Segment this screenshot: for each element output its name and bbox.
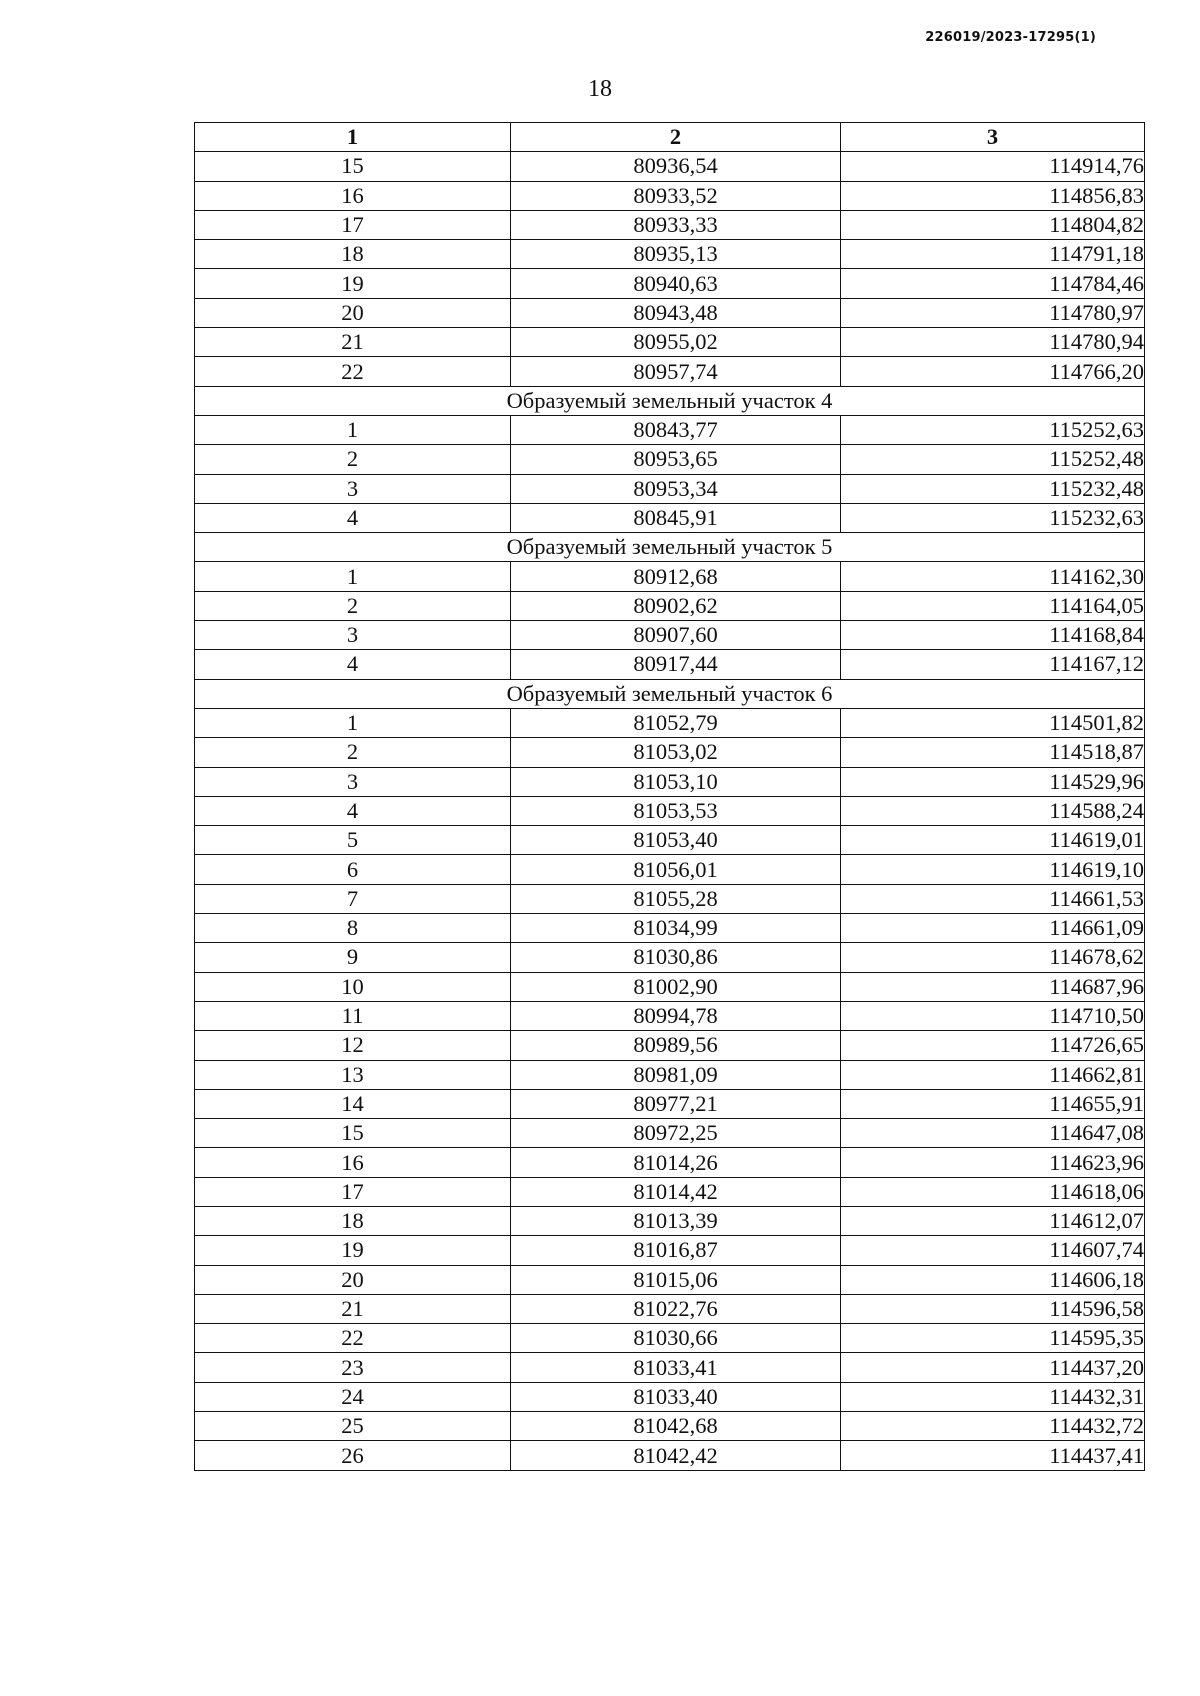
coordinate-x-cell: 81002,90 xyxy=(511,972,841,1001)
table-row xyxy=(195,591,1145,620)
point-number-cell: 16 xyxy=(195,1148,511,1177)
coordinate-x-cell: 81033,41 xyxy=(511,1353,841,1382)
point-number-cell: 14 xyxy=(195,1089,511,1118)
table-row xyxy=(195,708,1145,737)
section-row xyxy=(195,679,1145,708)
coordinates-table xyxy=(194,122,1145,1471)
coordinate-x-cell: 81030,86 xyxy=(511,943,841,972)
coordinate-x-cell: 80957,74 xyxy=(511,357,841,386)
coordinate-x-cell: 80917,44 xyxy=(511,650,841,679)
coordinate-x-cell: 80902,62 xyxy=(511,591,841,620)
section-row xyxy=(195,386,1145,415)
coordinate-y-cell: 114780,94 xyxy=(841,328,1145,357)
point-number-cell: 6 xyxy=(195,855,511,884)
section-title: Образуемый земельный участок 6 xyxy=(195,679,1145,708)
point-number-cell: 2 xyxy=(195,591,511,620)
coordinate-y-cell: 114501,82 xyxy=(841,708,1145,737)
point-number-cell: 16 xyxy=(195,181,511,210)
coordinate-y-cell: 114588,24 xyxy=(841,796,1145,825)
point-number-cell: 2 xyxy=(195,445,511,474)
coordinate-y-cell: 114619,10 xyxy=(841,855,1145,884)
coordinate-x-cell: 80940,63 xyxy=(511,269,841,298)
coordinate-x-cell: 80943,48 xyxy=(511,298,841,327)
point-number-cell: 1 xyxy=(195,562,511,591)
coordinate-x-cell: 80989,56 xyxy=(511,1031,841,1060)
point-number-cell: 23 xyxy=(195,1353,511,1382)
table-row xyxy=(195,415,1145,444)
coordinate-x-cell: 81042,42 xyxy=(511,1441,841,1470)
table-header xyxy=(195,123,1145,152)
coordinate-y-cell: 114780,97 xyxy=(841,298,1145,327)
point-number-cell: 15 xyxy=(195,1119,511,1148)
coordinate-x-cell: 81042,68 xyxy=(511,1412,841,1441)
coordinate-y-cell: 114437,20 xyxy=(841,1353,1145,1382)
point-number-cell: 17 xyxy=(195,1177,511,1206)
table-row xyxy=(195,1353,1145,1382)
coordinate-x-cell: 81053,10 xyxy=(511,767,841,796)
coordinate-y-cell: 115232,48 xyxy=(841,474,1145,503)
coordinate-x-cell: 80981,09 xyxy=(511,1060,841,1089)
table-row xyxy=(195,1177,1145,1206)
point-number-cell: 4 xyxy=(195,796,511,825)
coordinate-y-cell: 114529,96 xyxy=(841,767,1145,796)
page-number: 18 xyxy=(588,76,612,102)
table-row xyxy=(195,1382,1145,1411)
coordinate-y-cell: 114766,20 xyxy=(841,357,1145,386)
coordinate-x-cell: 81014,42 xyxy=(511,1177,841,1206)
coordinate-x-cell: 80972,25 xyxy=(511,1119,841,1148)
coordinate-x-cell: 80933,52 xyxy=(511,181,841,210)
point-number-cell: 13 xyxy=(195,1060,511,1089)
coordinate-y-cell: 114687,96 xyxy=(841,972,1145,1001)
coordinate-y-cell: 114784,46 xyxy=(841,269,1145,298)
table-row xyxy=(195,972,1145,1001)
header-col-3: 3 xyxy=(841,123,1145,152)
coordinate-x-cell: 80845,91 xyxy=(511,503,841,532)
point-number-cell: 5 xyxy=(195,826,511,855)
table-row xyxy=(195,210,1145,239)
table-row xyxy=(195,357,1145,386)
table-row xyxy=(195,503,1145,532)
coordinate-y-cell: 114662,81 xyxy=(841,1060,1145,1089)
coordinate-y-cell: 114726,65 xyxy=(841,1031,1145,1060)
coordinate-y-cell: 114606,18 xyxy=(841,1265,1145,1294)
coordinate-y-cell: 114647,08 xyxy=(841,1119,1145,1148)
point-number-cell: 4 xyxy=(195,503,511,532)
header-row xyxy=(195,123,1145,152)
coordinate-x-cell: 80977,21 xyxy=(511,1089,841,1118)
table-row xyxy=(195,914,1145,943)
coordinate-x-cell: 81052,79 xyxy=(511,708,841,737)
coordinate-y-cell: 114661,53 xyxy=(841,884,1145,913)
table-row xyxy=(195,240,1145,269)
coordinate-y-cell: 114432,31 xyxy=(841,1382,1145,1411)
point-number-cell: 3 xyxy=(195,767,511,796)
point-number-cell: 8 xyxy=(195,914,511,943)
header-col-2: 2 xyxy=(511,123,841,152)
point-number-cell: 4 xyxy=(195,650,511,679)
coordinate-y-cell: 114914,76 xyxy=(841,152,1145,181)
point-number-cell: 12 xyxy=(195,1031,511,1060)
table-row xyxy=(195,621,1145,650)
coordinate-x-cell: 80907,60 xyxy=(511,621,841,650)
point-number-cell: 26 xyxy=(195,1441,511,1470)
coordinate-x-cell: 81022,76 xyxy=(511,1294,841,1323)
table-row xyxy=(195,1412,1145,1441)
coordinate-y-cell: 114607,74 xyxy=(841,1236,1145,1265)
coordinate-y-cell: 114167,12 xyxy=(841,650,1145,679)
coordinate-y-cell: 114162,30 xyxy=(841,562,1145,591)
point-number-cell: 22 xyxy=(195,357,511,386)
coordinate-x-cell: 81016,87 xyxy=(511,1236,841,1265)
table-row xyxy=(195,1089,1145,1118)
coordinate-x-cell: 80933,33 xyxy=(511,210,841,239)
table-body xyxy=(195,152,1145,1470)
table-row xyxy=(195,474,1145,503)
table-row xyxy=(195,1324,1145,1353)
coordinate-y-cell: 114164,05 xyxy=(841,591,1145,620)
point-number-cell: 2 xyxy=(195,738,511,767)
table-row xyxy=(195,1441,1145,1470)
point-number-cell: 3 xyxy=(195,621,511,650)
coordinate-y-cell: 114710,50 xyxy=(841,1001,1145,1030)
coordinate-x-cell: 81014,26 xyxy=(511,1148,841,1177)
coordinate-x-cell: 81055,28 xyxy=(511,884,841,913)
coordinate-x-cell: 80953,65 xyxy=(511,445,841,474)
coordinate-y-cell: 114618,06 xyxy=(841,1177,1145,1206)
coordinate-x-cell: 81053,02 xyxy=(511,738,841,767)
coordinate-y-cell: 114623,96 xyxy=(841,1148,1145,1177)
table-row xyxy=(195,1060,1145,1089)
coordinate-x-cell: 81053,40 xyxy=(511,826,841,855)
coordinate-y-cell: 115252,48 xyxy=(841,445,1145,474)
header-col-1: 1 xyxy=(195,123,511,152)
table-row xyxy=(195,1031,1145,1060)
table-row xyxy=(195,298,1145,327)
coordinate-y-cell: 114619,01 xyxy=(841,826,1145,855)
coordinate-x-cell: 80912,68 xyxy=(511,562,841,591)
coordinate-y-cell: 114791,18 xyxy=(841,240,1145,269)
coordinate-x-cell: 80955,02 xyxy=(511,328,841,357)
table-row xyxy=(195,328,1145,357)
table-row xyxy=(195,1265,1145,1294)
point-number-cell: 18 xyxy=(195,1206,511,1235)
section-row xyxy=(195,533,1145,562)
coordinate-y-cell: 114612,07 xyxy=(841,1206,1145,1235)
point-number-cell: 7 xyxy=(195,884,511,913)
coordinate-x-cell: 80936,54 xyxy=(511,152,841,181)
section-title: Образуемый земельный участок 5 xyxy=(195,533,1145,562)
table-row xyxy=(195,1294,1145,1323)
coordinate-x-cell: 80935,13 xyxy=(511,240,841,269)
coordinate-x-cell: 81056,01 xyxy=(511,855,841,884)
coordinate-x-cell: 81015,06 xyxy=(511,1265,841,1294)
coordinate-y-cell: 115252,63 xyxy=(841,415,1145,444)
table-row xyxy=(195,562,1145,591)
coordinate-y-cell: 114804,82 xyxy=(841,210,1145,239)
point-number-cell: 15 xyxy=(195,152,511,181)
section-title: Образуемый земельный участок 4 xyxy=(195,386,1145,415)
coordinate-y-cell: 114518,87 xyxy=(841,738,1145,767)
point-number-cell: 9 xyxy=(195,943,511,972)
point-number-cell: 25 xyxy=(195,1412,511,1441)
table-row xyxy=(195,269,1145,298)
point-number-cell: 1 xyxy=(195,708,511,737)
table-row xyxy=(195,1236,1145,1265)
coordinate-x-cell: 81030,66 xyxy=(511,1324,841,1353)
table-row xyxy=(195,1206,1145,1235)
point-number-cell: 22 xyxy=(195,1324,511,1353)
coordinate-y-cell: 114432,72 xyxy=(841,1412,1145,1441)
point-number-cell: 1 xyxy=(195,415,511,444)
document-id: 226019/2023-17295(1) xyxy=(925,30,1096,45)
coordinate-y-cell: 114661,09 xyxy=(841,914,1145,943)
point-number-cell: 21 xyxy=(195,328,511,357)
point-number-cell: 19 xyxy=(195,269,511,298)
table-row xyxy=(195,943,1145,972)
table-row xyxy=(195,1001,1145,1030)
table-row xyxy=(195,826,1145,855)
point-number-cell: 21 xyxy=(195,1294,511,1323)
table-row xyxy=(195,445,1145,474)
coordinate-y-cell: 114168,84 xyxy=(841,621,1145,650)
coordinate-x-cell: 81033,40 xyxy=(511,1382,841,1411)
coordinate-y-cell: 114596,58 xyxy=(841,1294,1145,1323)
coordinate-x-cell: 80994,78 xyxy=(511,1001,841,1030)
point-number-cell: 19 xyxy=(195,1236,511,1265)
coordinate-x-cell: 81013,39 xyxy=(511,1206,841,1235)
table-row xyxy=(195,738,1145,767)
coordinate-y-cell: 114595,35 xyxy=(841,1324,1145,1353)
point-number-cell: 20 xyxy=(195,1265,511,1294)
point-number-cell: 11 xyxy=(195,1001,511,1030)
table-row xyxy=(195,796,1145,825)
point-number-cell: 17 xyxy=(195,210,511,239)
coordinate-y-cell: 114437,41 xyxy=(841,1441,1145,1470)
coordinate-x-cell: 80953,34 xyxy=(511,474,841,503)
point-number-cell: 24 xyxy=(195,1382,511,1411)
coordinate-y-cell: 114678,62 xyxy=(841,943,1145,972)
coordinate-x-cell: 81034,99 xyxy=(511,914,841,943)
coordinate-x-cell: 80843,77 xyxy=(511,415,841,444)
point-number-cell: 20 xyxy=(195,298,511,327)
table-row xyxy=(195,181,1145,210)
table-row xyxy=(195,1148,1145,1177)
point-number-cell: 18 xyxy=(195,240,511,269)
point-number-cell: 10 xyxy=(195,972,511,1001)
coordinate-x-cell: 81053,53 xyxy=(511,796,841,825)
table-row xyxy=(195,152,1145,181)
point-number-cell: 3 xyxy=(195,474,511,503)
table-row xyxy=(195,884,1145,913)
coordinate-y-cell: 114856,83 xyxy=(841,181,1145,210)
coordinate-y-cell: 115232,63 xyxy=(841,503,1145,532)
table-row xyxy=(195,650,1145,679)
coordinate-y-cell: 114655,91 xyxy=(841,1089,1145,1118)
table-row xyxy=(195,767,1145,796)
table-row xyxy=(195,855,1145,884)
table-row xyxy=(195,1119,1145,1148)
